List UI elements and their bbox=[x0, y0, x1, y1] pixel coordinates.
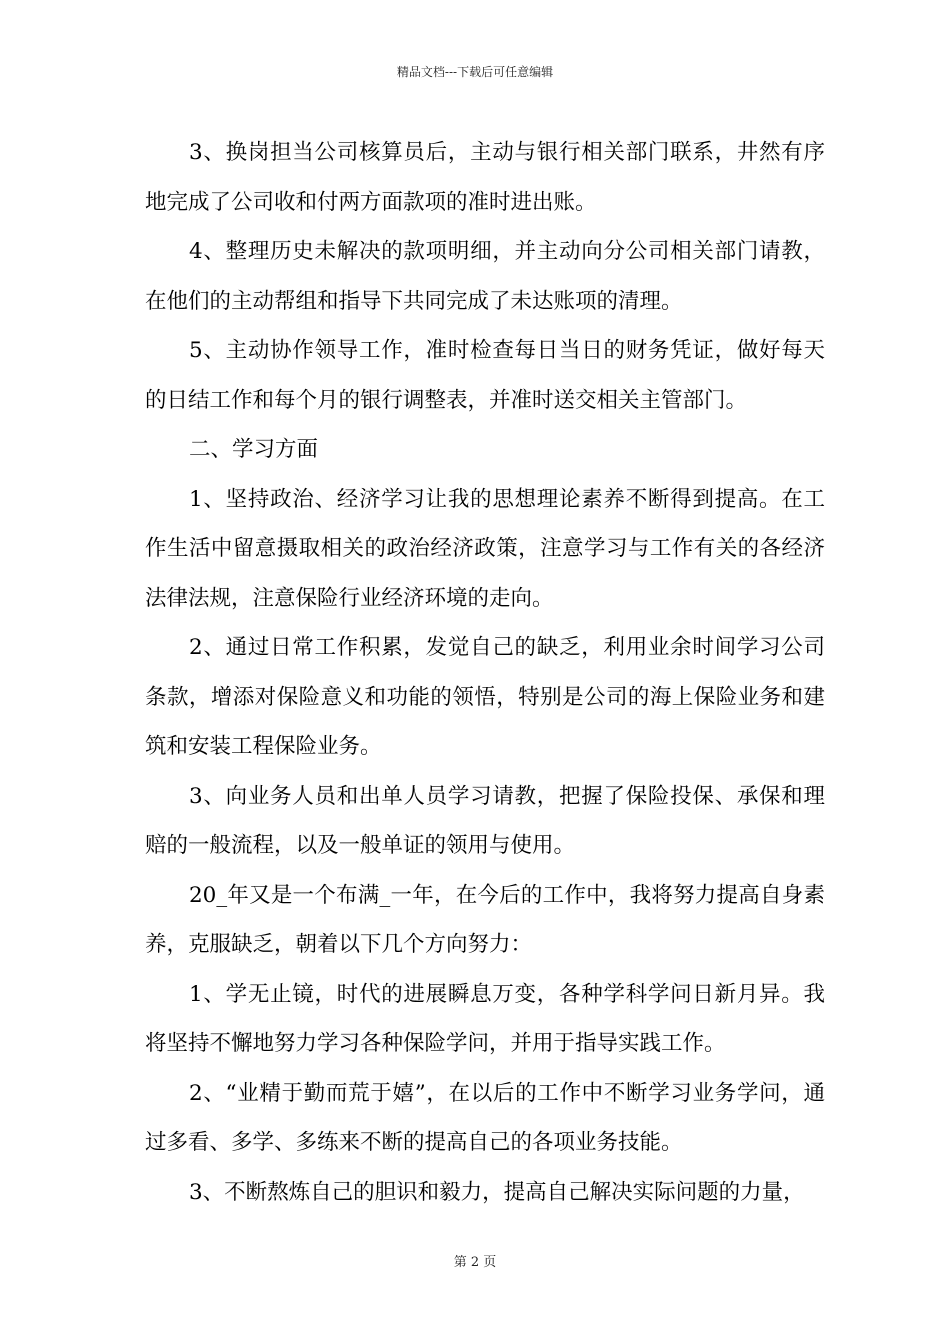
paragraph: 5、主动协作领导工作，准时检查每日当日的财务凭证，做好每天的日结工作和每个月的银行调整表，并准时送交相关主管部门。 bbox=[145, 338, 825, 413]
paragraph: 1、坚持政治、经济学习让我的思想理论素养不断得到提高。在工作生活中留意摄取相关的政治经济政策，注意学习与工作有关的各经济法律法规，注意保险行业经济环境的走向。 bbox=[145, 486, 825, 611]
paragraph: 2、“业精于勤而荒于嬉”，在以后的工作中不断学习业务学问，通过多看、多学、多练来不断的提高自己的各项业务技能。 bbox=[145, 1080, 825, 1155]
paragraph: 2、通过日常工作积累，发觉自己的缺乏，利用业余时间学习公司条款，增添对保险意义和功能的领悟，特别是公司的海上保险业务和建筑和安装工程保险业务。 bbox=[145, 635, 825, 759]
document-body bbox=[145, 128, 825, 1217]
paragraph: 1、学无止镜，时代的进展瞬息万变，各种学科学问日新月异。我将坚持不懈地努力学习各种保险学问，并用于指导实践工作。 bbox=[145, 981, 825, 1056]
page-number: 第 2 页 bbox=[453, 1255, 497, 1270]
paragraph: 3、不断熬炼自己的胆识和毅力，提高自己解决实际问题的力量， bbox=[189, 1179, 805, 1205]
paragraph: 4、整理历史未解决的款项明细，并主动向分公司相关部门请教，在他们的主动帮组和指导下共同完成了未达账项的清理。 bbox=[145, 239, 825, 314]
paragraph: 3、向业务人员和出单人员学习请教，把握了保险投保、承保和理赔的一般流程，以及一般单证的领用与使用。 bbox=[145, 783, 825, 858]
section-heading: 二、学习方面 bbox=[189, 437, 319, 462]
page-header: 精品文档---下载后可任意编辑 bbox=[396, 65, 554, 79]
paragraph: 20_年又是一个布满_一年，在今后的工作中，我将努力提高自身素养，克服缺乏，朝着以下几个方向努力： bbox=[145, 882, 825, 957]
paragraph: 3、换岗担当公司核算员后，主动与银行相关部门联系，井然有序地完成了公司收和付两方面款项的准时进出账。 bbox=[145, 140, 825, 215]
